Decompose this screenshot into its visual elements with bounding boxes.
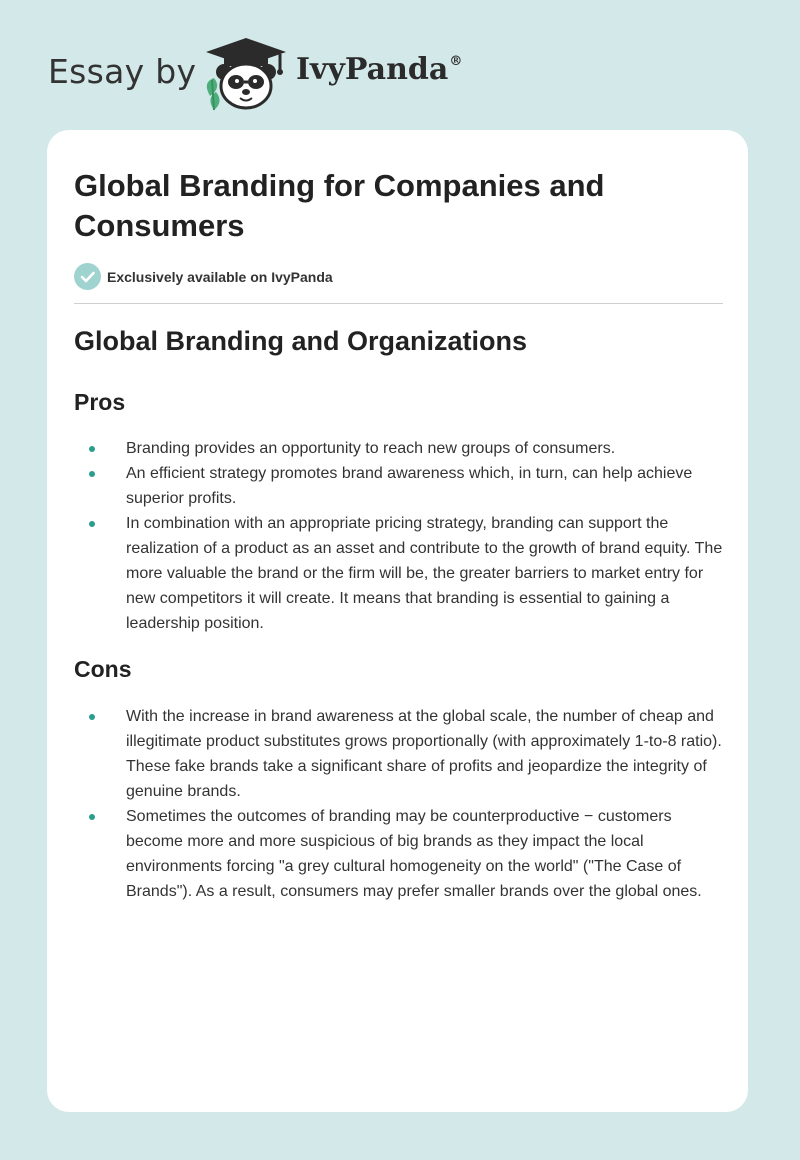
list-item: Sometimes the outcomes of branding may be counterproductive − customers become more and more suspicious of big brands as they impact the local environments forcing "a grey cultural homogeneity on the world" ("The Case of Brands"). As a result, consumers may prefer smaller brands over the global ones. bbox=[47, 804, 748, 904]
bullet bbox=[89, 521, 95, 527]
list-item: Branding provides an opportunity to reach new groups of consumers. bbox=[47, 436, 748, 461]
exclusive-badge-label: Exclusively available on IvyPanda bbox=[107, 268, 333, 285]
list-item: With the increase in brand awareness at the global scale, the number of cheap and illegitimate product substitutes grows proportionally (with approximately 1-to-8 ratio). These fake brands take a significant share of profits and jeopardize the integrity of genuine brands. bbox=[47, 704, 748, 804]
cons-list bbox=[47, 704, 748, 904]
divider bbox=[74, 303, 723, 304]
pros-list bbox=[47, 436, 748, 636]
bullet bbox=[89, 471, 95, 477]
essay-card bbox=[47, 130, 748, 1112]
section-heading: Global Branding and Organizations bbox=[74, 326, 528, 356]
check-circle-icon bbox=[74, 263, 101, 290]
essay-by-label: Essay by bbox=[48, 52, 197, 91]
bullet bbox=[89, 446, 95, 452]
panda-graduate-icon bbox=[200, 34, 292, 112]
list-item: In combination with an appropriate pricing strategy, branding can support the realization of a product as an asset and contribute to the growth of brand equity. The more valuable the brand or the firm will be, the greater barriers to market entry for new competitors it will create. It means that branding is essential to gaining a leadership position. bbox=[47, 511, 748, 636]
pros-heading: Pros bbox=[74, 389, 126, 415]
bullet bbox=[89, 814, 95, 820]
list-item: An efficient strategy promotes brand awareness which, in turn, can help achieve superior profits. bbox=[47, 461, 748, 511]
site-header bbox=[0, 0, 800, 130]
brand-name: IvyPanda® bbox=[296, 52, 463, 87]
bullet bbox=[89, 714, 95, 720]
cons-heading: Cons bbox=[74, 656, 132, 682]
essay-title: Global Branding for Companies and Consumers bbox=[74, 168, 605, 243]
exclusive-badge bbox=[74, 263, 333, 290]
